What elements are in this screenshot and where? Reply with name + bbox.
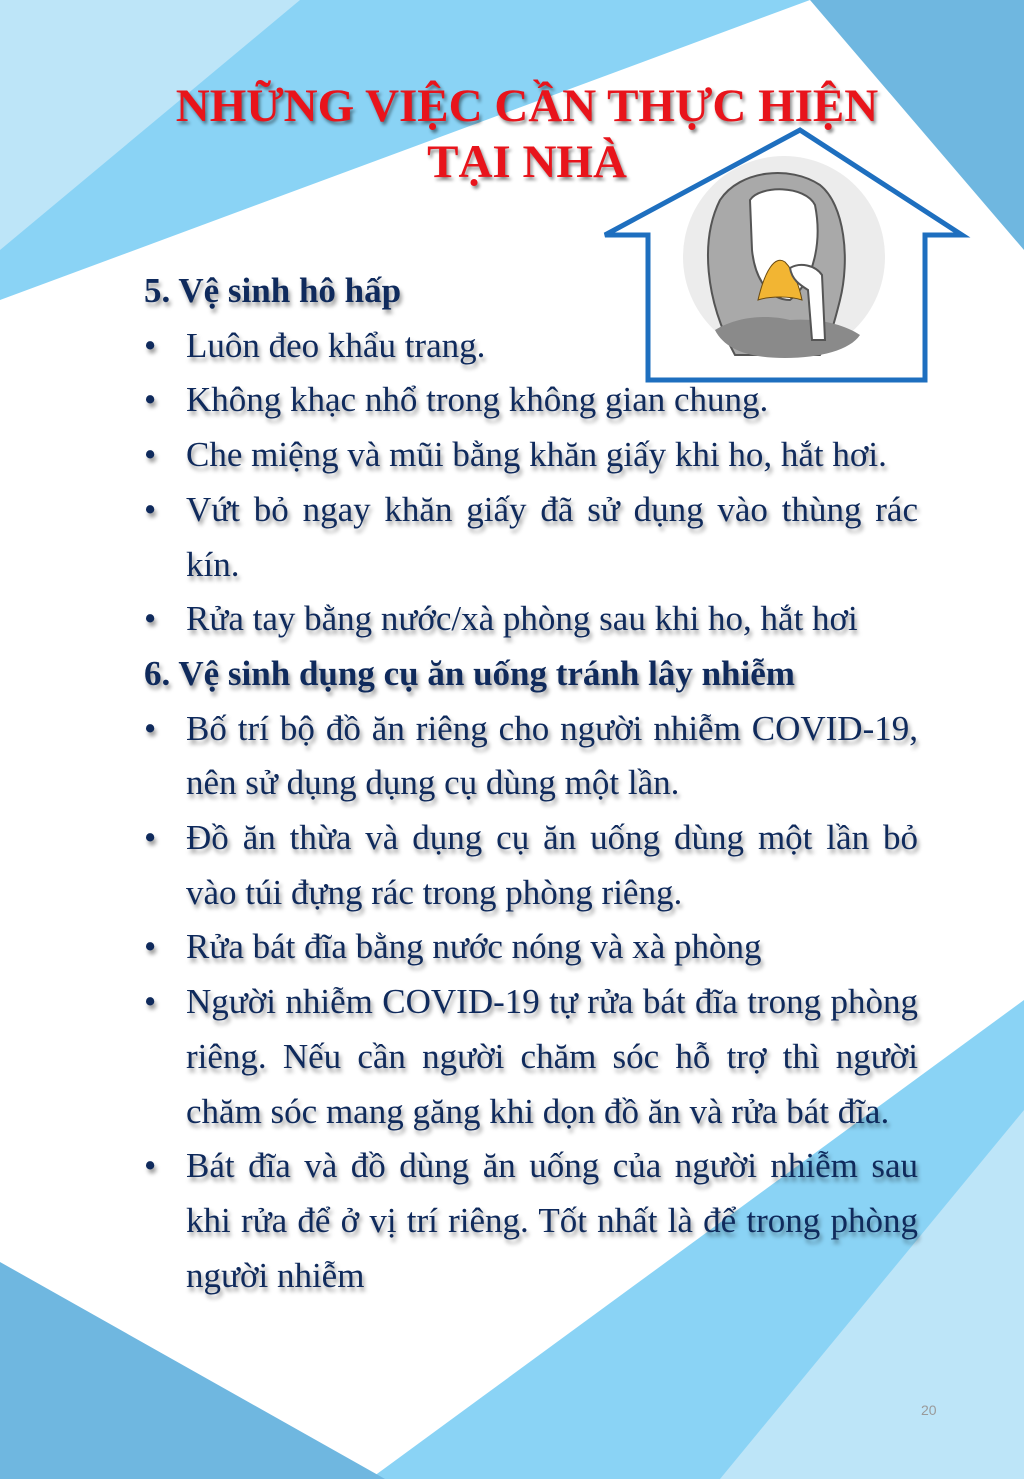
- bullet-icon: •: [144, 708, 157, 748]
- list-item: [144, 373, 918, 428]
- list-item: [144, 428, 918, 483]
- page-title-line2: TẠI NHÀ: [427, 136, 627, 188]
- bullet-icon: •: [144, 435, 157, 475]
- bullet-icon: •: [144, 599, 157, 639]
- bullet-icon: •: [144, 927, 157, 967]
- item-text: Vứt bỏ ngay khăn giấy đã sử dụng vào thùng rác kín.: [186, 489, 918, 584]
- bullet-icon: •: [144, 380, 157, 420]
- list-item: [144, 920, 918, 975]
- item-text: Bố trí bộ đồ ăn riêng cho người nhiễm COVID-19, nên sử dụng dụng cụ dùng một lần.: [186, 708, 918, 803]
- item-text: Rửa tay bằng nước/xà phòng sau khi ho, hắt hơi: [186, 599, 858, 639]
- content: [144, 264, 918, 1303]
- bullet-icon: •: [144, 325, 157, 365]
- page-number: 20: [921, 1402, 937, 1418]
- page-title-line1: NHỮNG VIỆC CẦN THỰC HIỆN: [175, 80, 879, 132]
- section-heading-dishes: 6. Vệ sinh dụng cụ ăn uống tránh lây nhiễm: [144, 653, 795, 693]
- list-item: [144, 975, 918, 1139]
- item-text: Che miệng và mũi bằng khăn giấy khi ho, hắt hơi.: [186, 435, 887, 475]
- item-text: Không khạc nhổ trong không gian chung.: [186, 380, 769, 420]
- item-text: Người nhiễm COVID-19 tự rửa bát đĩa trong phòng riêng. Nếu cần người chăm sóc hỗ trợ thì người chăm sóc mang găng khi dọn đồ ăn và rửa bát đĩa.: [186, 982, 918, 1131]
- bullet-icon: •: [144, 982, 157, 1022]
- item-text: Rửa bát đĩa bằng nước nóng và xà phòng: [186, 927, 762, 967]
- list-item: [144, 592, 918, 647]
- list-item: [144, 811, 918, 920]
- item-text: Bát đĩa và đồ dùng ăn uống của người nhiễm sau khi rửa để ở vị trí riêng. Tốt nhất là để trong phòng người nhiễm: [186, 1146, 918, 1295]
- list-item: [144, 1139, 918, 1303]
- list-item: [144, 483, 918, 592]
- bullet-icon: •: [144, 489, 157, 529]
- bullet-icon: •: [144, 818, 157, 858]
- list-item: [144, 702, 918, 811]
- bullet-icon: •: [144, 1146, 157, 1186]
- item-text: Luôn đeo khẩu trang.: [186, 325, 486, 365]
- section-heading-respiratory: 5. Vệ sinh hô hấp: [144, 271, 402, 310]
- item-text: Đồ ăn thừa và dụng cụ ăn uống dùng một lần bỏ vào túi đựng rác trong phòng riêng.: [186, 818, 918, 912]
- list-item: [144, 319, 918, 374]
